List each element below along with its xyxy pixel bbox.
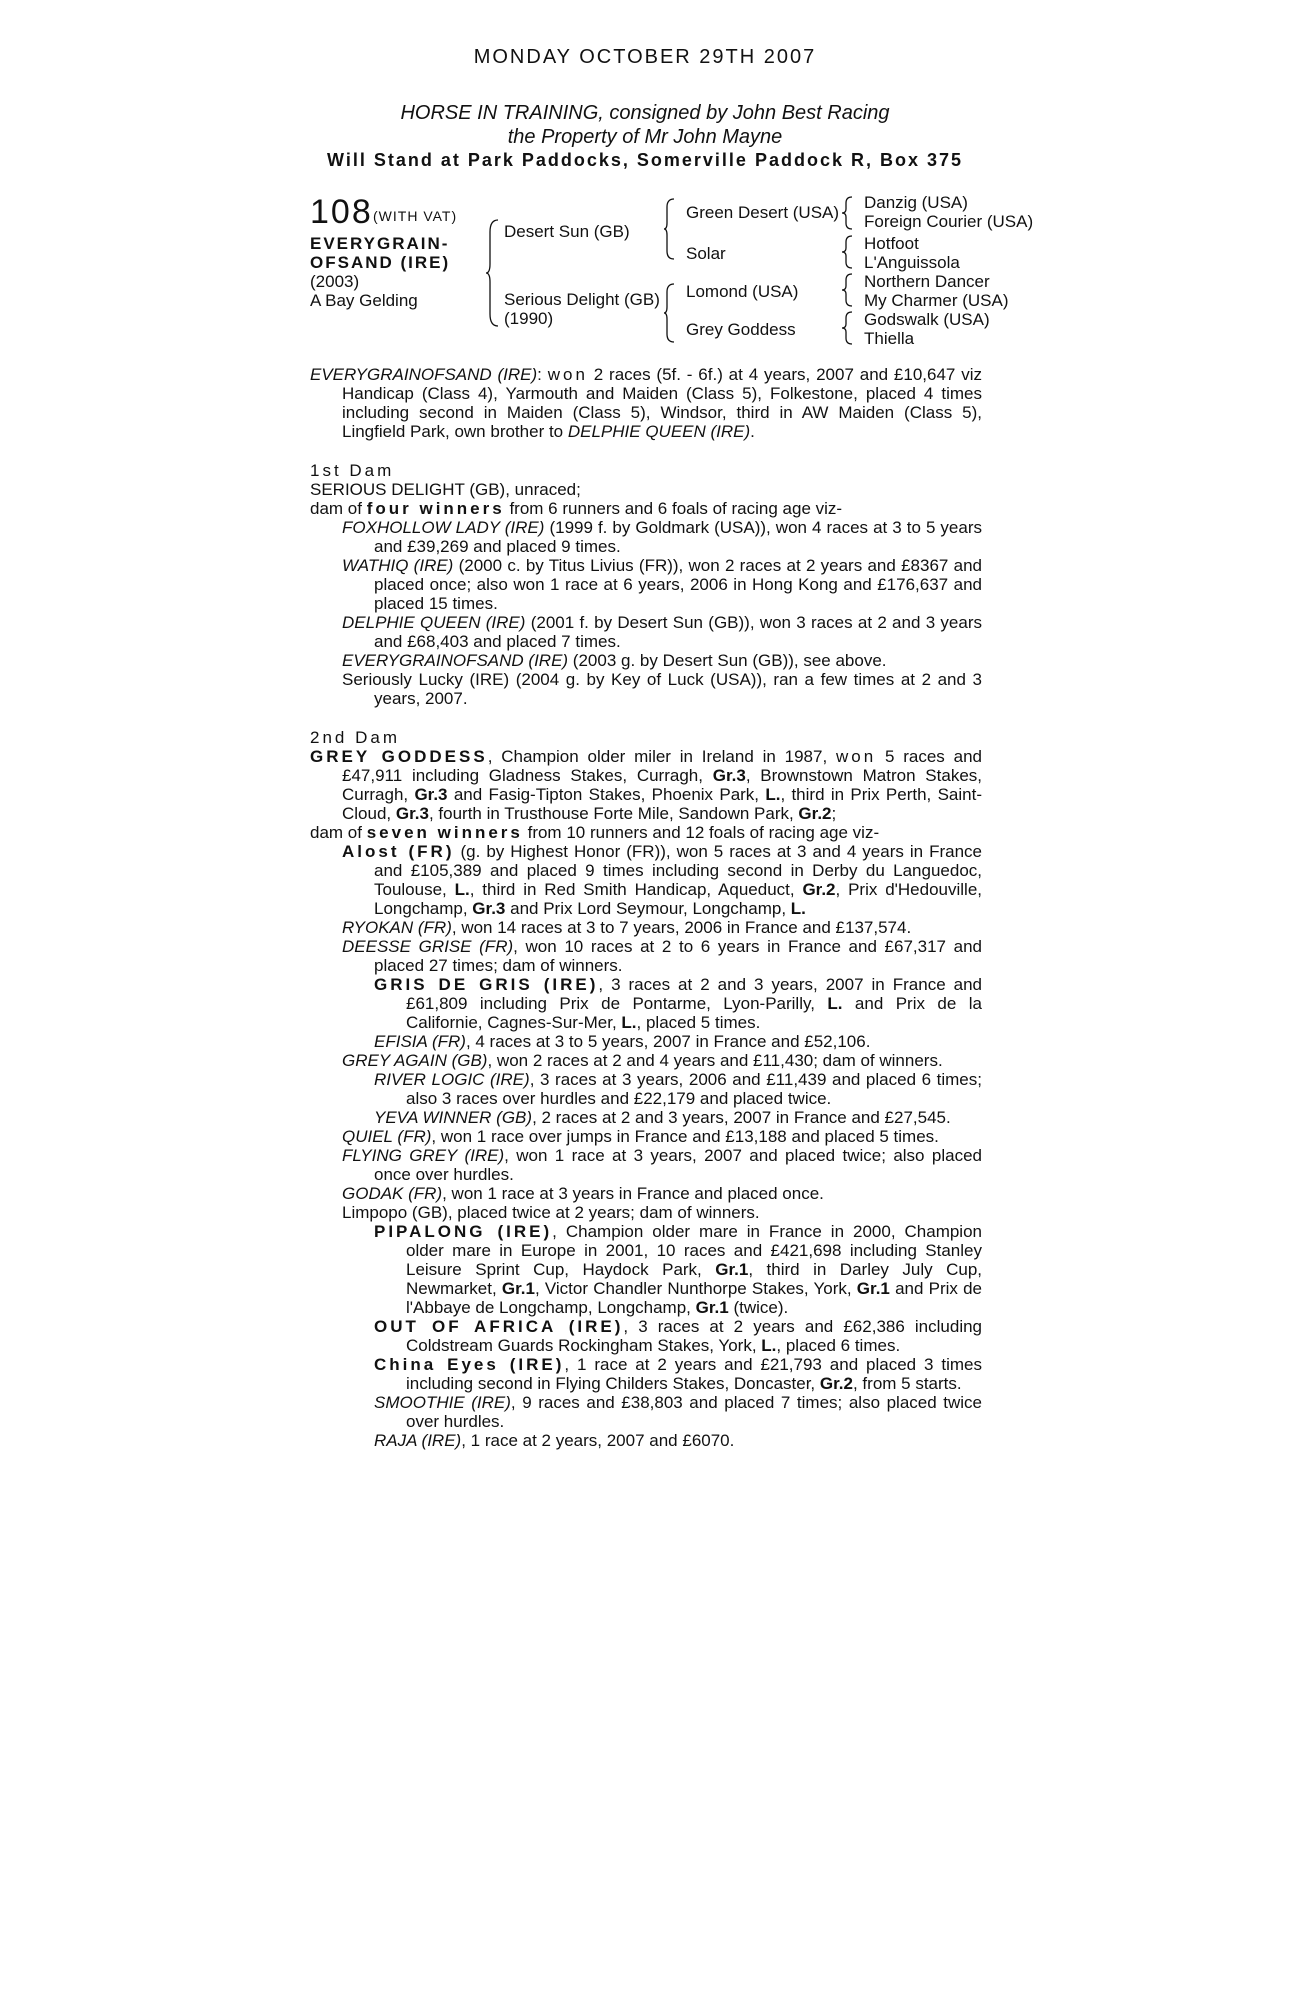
catalogue-body	[310, 365, 982, 1450]
intro-horse-name: EVERYGRAINOFSAND (IRE)	[310, 365, 538, 384]
foal-entry: Alost (FR) (g. by Highest Honor (FR)), won 5 races at 3 and 4 years in France and £105,389 and placed 9 times including second in Derby du Languedoc, Toulouse, L., third in Red Smith Handicap, Aqueduct, Gr.2, Prix d'Hedouville, Longchamp, Gr.3 and Prix Lord Seymour, Longchamp, L.	[342, 842, 983, 918]
pedigree-dam-sire: Lomond (USA)	[686, 282, 799, 301]
foal-entry: GODAK (FR), won 1 race at 3 years in France and placed once.	[342, 1184, 824, 1203]
foal-entry: QUIEL (FR), won 1 race over jumps in France and £13,188 and placed 5 times.	[342, 1127, 939, 1146]
foal-entry: SMOOTHIE (IRE), 9 races and £38,803 and placed 7 times; also placed twice over hurdles.	[374, 1393, 982, 1431]
pedigree-dsd: My Charmer (USA)	[864, 291, 1009, 310]
pedigree-brace-sd	[842, 234, 854, 270]
pedigree-sss: Danzig (USA)	[864, 193, 968, 212]
foal-entry: FLYING GREY (IRE), won 1 race at 3 years, 2007 and placed twice; also placed once over hurdles.	[342, 1146, 982, 1184]
stable-location-line: Will Stand at Park Paddocks, Somerville Paddock R, Box 375	[326, 150, 964, 170]
pedigree-dam-dam: Grey Goddess	[686, 320, 796, 339]
foal-entry: RIVER LOGIC (IRE), 3 races at 3 years, 2006 and £11,439 and placed 6 times; also 3 races over hurdles and £22,179 and placed twice.	[374, 1070, 982, 1108]
foal-entry: OUT OF AFRICA (IRE), 3 races at 2 years and £62,386 including Coldstream Guards Rockingham Stakes, York, L., placed 6 times.	[374, 1317, 982, 1355]
foal-entry: DELPHIE QUEEN (IRE) (2001 f. by Desert Sun (GB)), won 3 races at 2 and 3 years and £68,403 and placed 7 times.	[342, 613, 982, 651]
pedigree-brace-sire	[664, 197, 676, 261]
consignor-line: HORSE IN TRAINING, consigned by John Best Racing	[400, 102, 890, 124]
foal-entry: EVERYGRAINOFSAND (IRE) (2003 g. by Desert Sun (GB)), see above.	[342, 651, 887, 670]
foal-entry: GRIS DE GRIS (IRE), 3 races at 2 and 3 years, 2007 in France and £61,809 including Prix de Pontarme, Lyon-Parilly, L. and Prix de la Californie, Cagnes-Sur-Mer, L., placed 5 times.	[374, 975, 982, 1032]
pedigree-sire: Desert Sun (GB)	[504, 222, 630, 241]
pedigree-brace-main	[486, 218, 500, 328]
pedigree-ddd: Thiella	[864, 329, 915, 348]
foal-entry: DEESSE GRISE (FR), won 10 races at 2 to 6 years in France and £67,317 and placed 27 times; dam of winners.	[342, 937, 982, 975]
pedigree-brace-ds	[842, 272, 854, 308]
first-dam-line: SERIOUS DELIGHT (GB), unraced;	[310, 480, 581, 499]
horse-description: A Bay Gelding	[310, 291, 418, 310]
property-line: the Property of Mr John Mayne	[507, 126, 783, 148]
pedigree-sire-dam: Solar	[686, 244, 726, 263]
pedigree-brace-ss	[842, 195, 854, 231]
second-dam-summary: dam of seven winners from 10 runners and 12 foals of racing age viz-	[310, 823, 880, 842]
pedigree-sire-sire: Green Desert (USA)	[686, 203, 840, 222]
pedigree-brace-dam	[664, 282, 676, 344]
sale-date: MONDAY OCTOBER 29TH 2007	[473, 46, 817, 68]
second-dam-paragraph: GREY GODDESS, Champion older miler in Ireland in 1987, won 5 races and £47,911 including Gladness Stakes, Curragh, Gr.3, Brownstown Matron Stakes, Curragh, Gr.3 and Fasig-Tipton Stakes, Phoenix Park, L., third in Prix Perth, Saint-Cloud, Gr.3, fourth in Trusthouse Forte Mile, Sandown Park, Gr.2;	[310, 747, 982, 823]
horse-year: (2003)	[310, 272, 360, 291]
horse-name-line2: OFSAND (IRE)	[310, 253, 451, 272]
foal-entry: RAJA (IRE), 1 race at 2 years, 2007 and £6070.	[374, 1431, 735, 1450]
intro-paragraph: EVERYGRAINOFSAND (IRE): won 2 races (5f. - 6f.) at 4 years, 2007 and £10,647 viz Handicap (Class 4), Yarmouth and Maiden (Class 5), Folkestone, placed 4 times including second in Maiden (Class 5), Windsor, third in AW Maiden (Class 5), Lingfield Park, own brother to DELPHIE QUEEN (IRE).	[310, 365, 982, 441]
pedigree-dss: Northern Dancer	[864, 272, 990, 291]
horse-name-line1: EVERYGRAIN-	[310, 234, 450, 253]
foal-entry: EFISIA (FR), 4 races at 3 to 5 years, 2007 in France and £52,106.	[374, 1032, 871, 1051]
pedigree-brace-dd	[842, 310, 854, 346]
pedigree-dam-year: (1990)	[504, 309, 554, 328]
pedigree-sdd: L'Anguissola	[864, 253, 960, 272]
foal-entry: China Eyes (IRE), 1 race at 2 years and £21,793 and placed 3 times including second in Flying Childers Stakes, Doncaster, Gr.2, from 5 starts.	[374, 1355, 982, 1393]
foal-entry: FOXHOLLOW LADY (IRE) (1999 f. by Goldmark (USA)), won 4 races at 3 to 5 years and £39,269 and placed 9 times.	[342, 518, 982, 556]
pedigree-dds: Godswalk (USA)	[864, 310, 990, 329]
first-dam-summary: dam of four winners from 6 runners and 6 foals of racing age viz-	[310, 499, 843, 518]
pedigree-sds: Hotfoot	[864, 234, 919, 253]
foal-entry: RYOKAN (FR), won 14 races at 3 to 7 years, 2006 in France and £137,574.	[342, 918, 912, 937]
foal-entry: Limpopo (GB), placed twice at 2 years; dam of winners.	[342, 1203, 760, 1222]
foal-entry: PIPALONG (IRE), Champion older mare in France in 2000, Champion older mare in Europe in 2001, 10 races and £421,698 including Stanley Leisure Sprint Cup, Haydock Park, Gr.1, third in Darley July Cup, Newmarket, Gr.1, Victor Chandler Nunthorpe Stakes, York, Gr.1 and Prix de l'Abbaye de Longchamp, Longchamp, Gr.1 (twice).	[374, 1222, 983, 1317]
second-dam-heading: 2nd Dam	[310, 728, 400, 747]
pedigree-ssd: Foreign Courier (USA)	[864, 212, 1034, 231]
lot-vat: (WITH VAT)	[373, 208, 458, 224]
foal-entry: Seriously Lucky (IRE) (2004 g. by Key of Luck (USA)), ran a few times at 2 and 3 years, 2007.	[342, 670, 982, 708]
foal-entry: YEVA WINNER (GB), 2 races at 2 and 3 years, 2007 in France and £27,545.	[374, 1108, 951, 1127]
lot-number: 108	[310, 193, 373, 231]
pedigree-dam: Serious Delight (GB)	[504, 290, 660, 309]
foal-entry: WATHIQ (IRE) (2000 c. by Titus Livius (FR)), won 2 races at 2 years and £8367 and placed once; also won 1 race at 6 years, 2006 in Hong Kong and £176,637 and placed 15 times.	[342, 556, 982, 613]
first-dam-heading: 1st Dam	[310, 461, 395, 480]
foal-entry: GREY AGAIN (GB), won 2 races at 2 and 4 years and £11,430; dam of winners.	[342, 1051, 943, 1070]
